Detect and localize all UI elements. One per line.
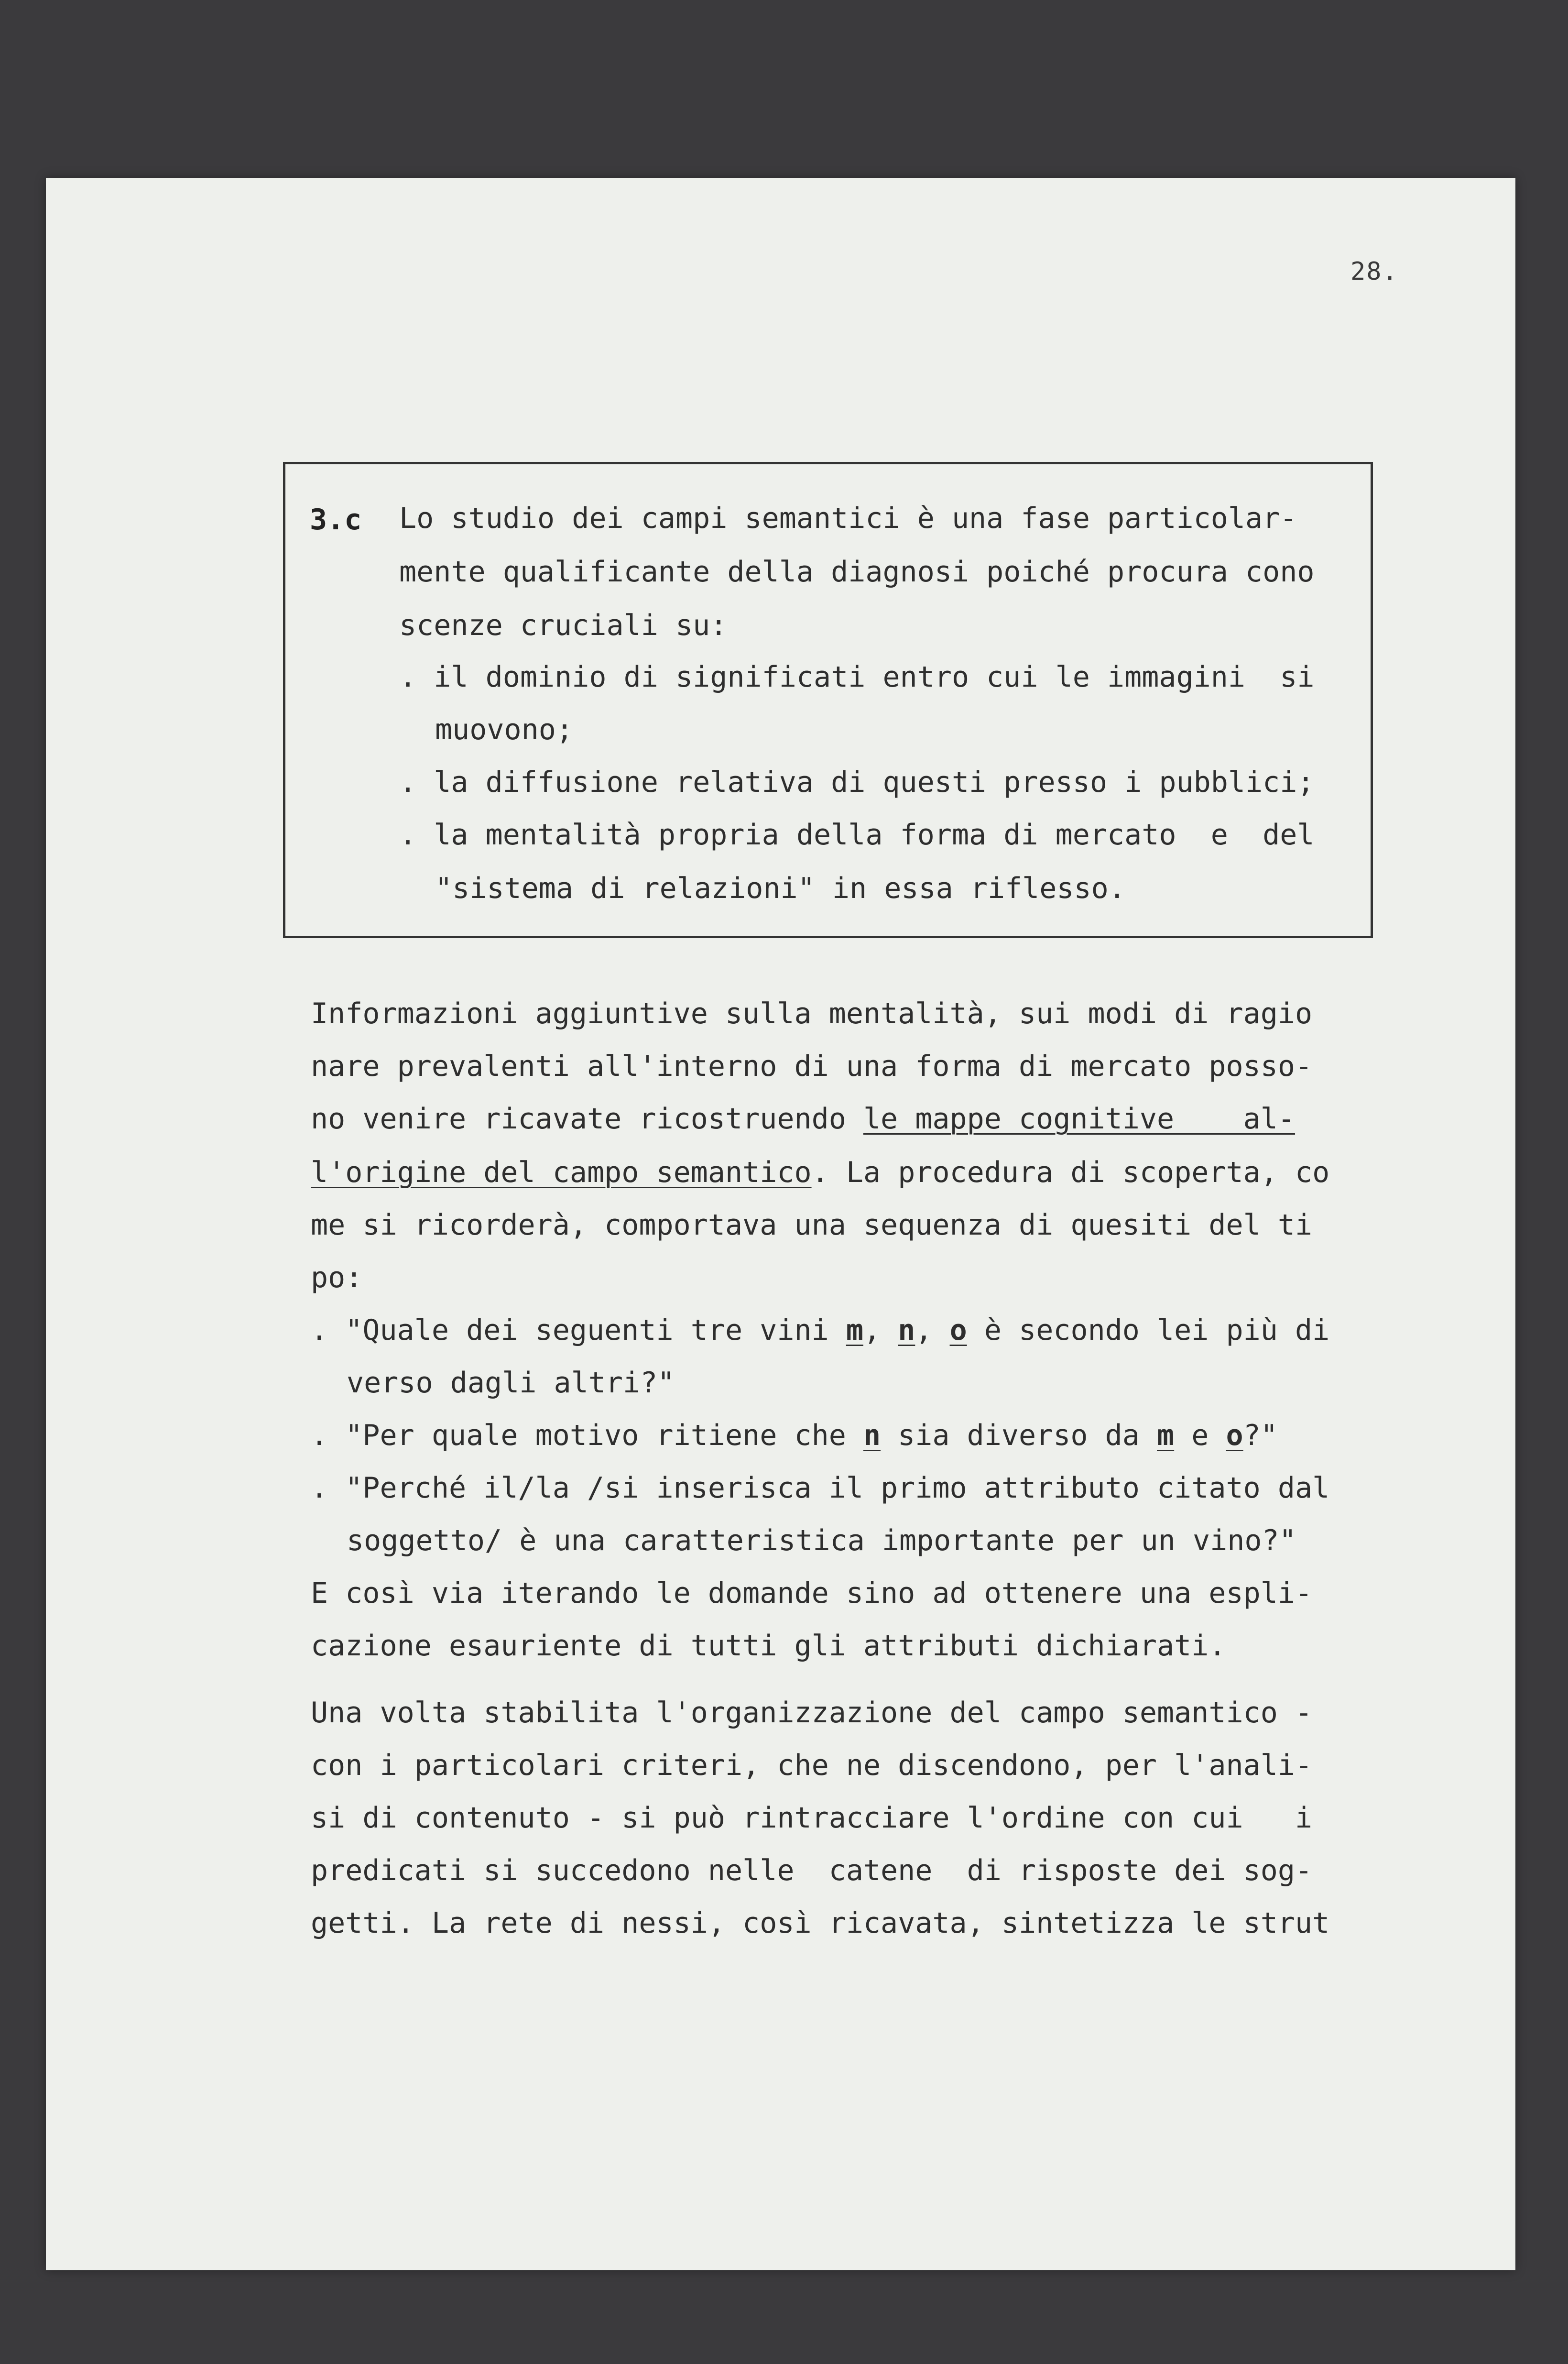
page-number: 28. — [1350, 257, 1398, 286]
wine-n: n — [898, 1313, 915, 1347]
wine-o: o — [1226, 1419, 1243, 1452]
question-2 — [311, 1416, 1278, 1455]
box-line-1: Lo studio dei campi semantici è una fase particolar- — [399, 502, 1297, 535]
body-line-para2-1: E così via iterando le domande sino ad ottenere una espli- — [311, 1576, 1313, 1610]
body-line-3-text: no venire ricavate ricostruendo — [311, 1102, 863, 1136]
question-3-line-1: . "Perché il/la /si inserisca il primo attributo citato dal — [311, 1471, 1330, 1505]
wine-o: o — [949, 1313, 967, 1347]
body-line-para3-5: getti. La rete di nessi, così ricavata, sintetizza le strut — [311, 1906, 1330, 1940]
box-line-5: muovono; — [435, 713, 573, 746]
wine-m: m — [846, 1313, 863, 1347]
body-line-5: me si ricorderà, comportava una sequenza di quesiti del ti — [311, 1208, 1313, 1242]
body-line-para3-1: Una volta stabilita l'organizzazione del campo semantico - — [311, 1696, 1313, 1729]
wine-n: n — [863, 1419, 881, 1452]
box-line-3: scenze cruciali su: — [399, 609, 728, 642]
underlined-semantic-field: l'origine del campo semantico — [311, 1156, 812, 1189]
body-line-4 — [311, 1153, 1329, 1192]
comma: , — [915, 1313, 950, 1347]
body-line-3 — [311, 1100, 1295, 1138]
box-line-6: . la diffusione relativa di questi presso i pubblici; — [399, 766, 1315, 799]
body-line-para2-2: cazione esauriente di tutti gli attributi dichiarati. — [311, 1629, 1226, 1663]
question-2-mid: sia diverso da — [881, 1419, 1157, 1452]
conjunction: e — [1174, 1419, 1226, 1452]
body-line-para3-3: si di contenuto - si può rintracciare l'ordine con cui i — [311, 1801, 1313, 1835]
question-1-tail: è secondo lei più di — [967, 1313, 1330, 1347]
question-3-line-2: soggetto/ è una caratteristica importante per un vino?" — [347, 1524, 1296, 1557]
question-1-text: . "Quale dei seguenti tre vini — [311, 1313, 846, 1347]
body-line-6: po: — [311, 1261, 363, 1294]
box-line-7: . la mentalità propria della forma di mercato e del — [399, 818, 1315, 852]
body-line-4-text: . La procedura di scoperta, co — [811, 1156, 1330, 1189]
question-1-line-1 — [311, 1311, 1329, 1349]
section-label: 3.c — [310, 503, 362, 536]
body-line-para3-4: predicati si succedono nelle catene di risposte dei sog- — [311, 1854, 1313, 1887]
body-line-1: Informazioni aggiuntive sulla mentalità, sui modi di ragio — [311, 997, 1313, 1030]
question-2-end: ?" — [1243, 1419, 1278, 1452]
comma: , — [863, 1313, 898, 1347]
box-line-4: . il dominio di significati entro cui le immagini si — [399, 660, 1315, 694]
wine-m: m — [1157, 1419, 1175, 1452]
box-line-2: mente qualificante della diagnosi poiché procura cono — [399, 555, 1315, 589]
question-1-line-2: verso dagli altri?" — [347, 1366, 675, 1400]
body-line-para3-2: con i particolari criteri, che ne discendono, per l'anali- — [311, 1749, 1313, 1782]
underlined-cognitive-maps: le mappe cognitive al- — [863, 1102, 1296, 1136]
question-2-text: . "Per quale motivo ritiene che — [311, 1419, 863, 1452]
box-line-8: "sistema di relazioni" in essa riflesso. — [435, 872, 1126, 905]
body-line-2: nare prevalenti all'interno di una forma di mercato posso- — [311, 1050, 1313, 1083]
